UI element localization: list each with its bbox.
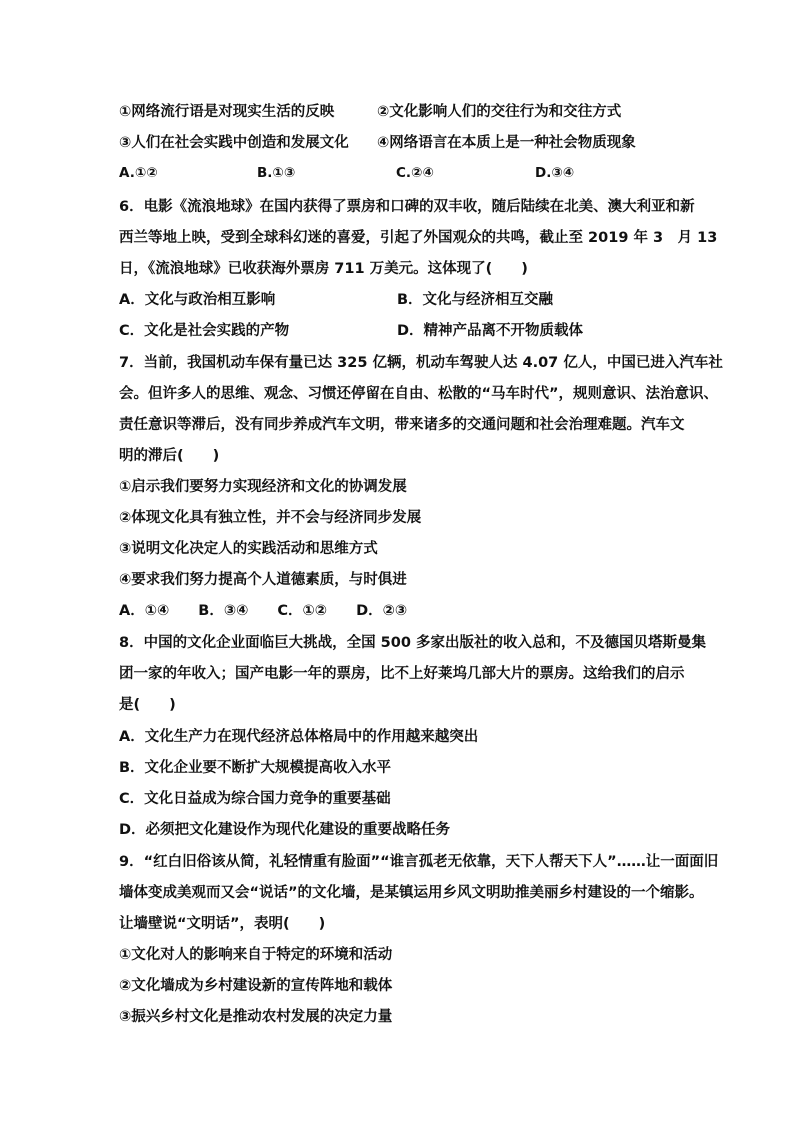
q5-option-c: C.②④ <box>396 165 434 181</box>
q8-option-a: A．文化生产力在现代经济总体格局中的作用越来越突出 <box>119 729 479 745</box>
q9-stem-line-1: 9．“红白旧俗该从简，礼轻情重有脸面”“谁言孤老无依靠，天下人帮天下人”……让一面面旧 <box>119 854 719 870</box>
q5-statement-3: ③人们在社会实践中创造和发展文化 <box>119 135 349 151</box>
q9-stem-line-2: 墙体变成美观而又会“说话”的文化墙，是某镇运用乡风文明助推美丽乡村建设的一个缩影。 <box>119 885 704 901</box>
q8-option-d: D．必须把文化建设作为现代化建设的重要战略任务 <box>119 822 451 838</box>
q9-item-2: ②文化墙成为乡村建设新的宣传阵地和载体 <box>119 978 393 994</box>
q8-option-b: B．文化企业要不断扩大规模提高收入水平 <box>119 760 392 776</box>
q9-stem-line-3: 让墙壁说“文明话”，表明( ) <box>119 916 326 932</box>
q6-option-a: A．文化与政治相互影响 <box>119 292 276 308</box>
q5-statement-4: ④网络语言在本质上是一种社会物质现象 <box>377 135 636 151</box>
q6-stem-line-1: 6．电影《流浪地球》在国内获得了票房和口碑的双丰收，随后陆续在北美、澳大利亚和新 <box>119 199 695 215</box>
q7-stem-line-3: 责任意识等滞后，没有同步养成汽车文明，带来诸多的交通问题和社会治理难题。汽车文 <box>119 417 685 433</box>
q8-option-c: C．文化日益成为综合国力竞争的重要基础 <box>119 791 391 807</box>
q7-item-1: ①启示我们要努力实现经济和文化的协调发展 <box>119 479 407 495</box>
q5-option-d: D.③④ <box>535 165 575 181</box>
q9-item-3: ③振兴乡村文化是推动农村发展的决定力量 <box>119 1009 393 1025</box>
q7-stem-line-2: 会。但许多人的思维、观念、习惯还停留在自由、松散的“马车时代”，规则意识、法治意识、 <box>119 386 719 402</box>
q7-stem-line-1: 7．当前，我国机动车保有量已达 325 亿辆，机动车驾驶人达 4.07 亿人，中国已进入汽车社 <box>119 355 723 371</box>
q7-item-4: ④要求我们努力提高个人道德素质，与时俱进 <box>119 572 407 588</box>
q7-options: A．①④ B．③④ C．①② D．②③ <box>119 603 408 619</box>
q8-stem-line-2: 团一家的年收入；国产电影一年的票房，比不上好莱坞几部大片的票房。这给我们的启示 <box>119 666 685 682</box>
q8-stem-line-3: 是( ) <box>119 697 176 713</box>
q7-item-2: ②体现文化具有独立性，并不会与经济同步发展 <box>119 510 422 526</box>
q6-option-c: C．文化是社会实践的产物 <box>119 323 290 339</box>
q5-option-b: B.①③ <box>257 165 296 181</box>
q5-option-a: A.①② <box>119 165 158 181</box>
q7-stem-line-4: 明的滞后( ) <box>119 448 220 464</box>
q6-option-b: B．文化与经济相互交融 <box>397 292 554 308</box>
q5-statement-1: ①网络流行语是对现实生活的反映 <box>119 104 335 120</box>
q9-item-1: ①文化对人的影响来自于特定的环境和活动 <box>119 947 393 963</box>
q7-item-3: ③说明文化决定人的实践活动和思维方式 <box>119 541 378 557</box>
q6-stem-line-3: 日，《流浪地球》已收获海外票房 711 万美元。这体现了( ) <box>119 261 528 277</box>
q6-stem-line-2: 西兰等地上映，受到全球科幻迷的喜爱，引起了外国观众的共鸣，截止至 2019 年 3 月 13 <box>119 230 718 246</box>
q5-statement-2: ②文化影响人们的交往行为和交往方式 <box>377 104 622 120</box>
q6-option-d: D．精神产品离不开物质载体 <box>397 323 584 339</box>
q8-stem-line-1: 8．中国的文化企业面临巨大挑战，全国 500 多家出版社的收入总和，不及德国贝塔斯曼集 <box>119 635 706 651</box>
